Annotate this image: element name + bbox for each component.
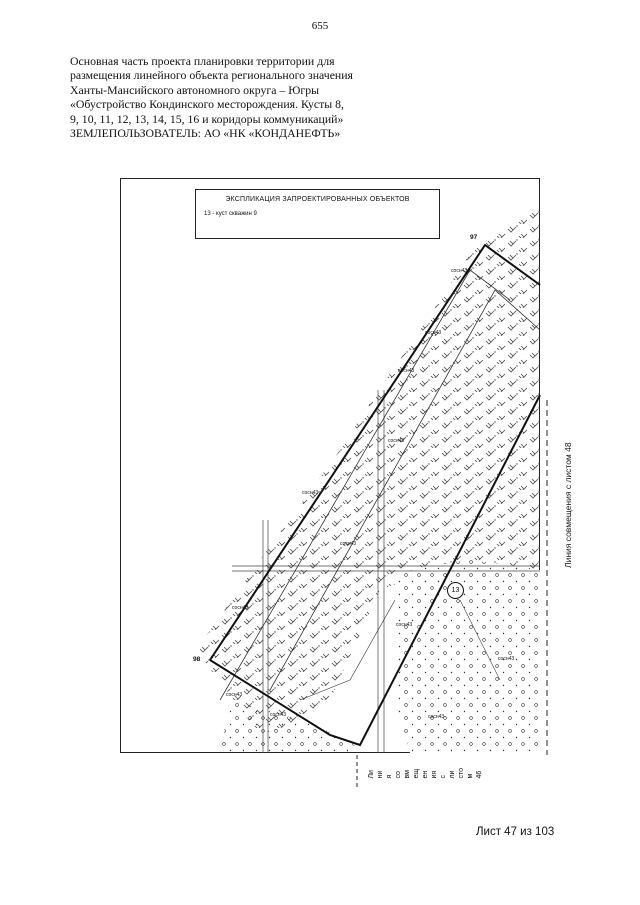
vegetation-label: сосн43 (340, 541, 357, 547)
header-line: Ханты-Мансийского автономного округа – Югры (70, 82, 320, 97)
match-line-fragment: ли (449, 770, 456, 779)
match-line-fragment: я (386, 774, 393, 779)
vegetation-label: сосн43 (396, 622, 413, 628)
match-line-fragment: ия (431, 770, 438, 779)
vegetation-label: сосн43 (270, 712, 287, 718)
page-number: 655 (311, 20, 329, 32)
legend-box (195, 189, 440, 239)
legend-item: 13 - куст скважин 9 (204, 211, 257, 217)
vegetation-label: сосн43 (388, 438, 405, 444)
match-line-fragment: Ли (368, 770, 375, 779)
header-line: размещения линейного объекта регионального значения (70, 68, 353, 83)
vegetation-label: сосн43 (498, 656, 515, 662)
match-line-right-label: Линия совмещения с листом 48 (563, 442, 573, 568)
match-line-fragment: сто (458, 768, 465, 779)
swamp-pattern (395, 560, 540, 753)
vegetation-label: сосн43 (398, 368, 415, 374)
match-line-fragment: 46 (476, 770, 483, 779)
match-line-fragment: ещ (413, 768, 420, 779)
boundary-point-label: 98 (193, 656, 201, 663)
vegetation-label: сосн43 (226, 692, 243, 698)
header-line: Основная часть проекта планировки территории для (70, 54, 335, 68)
match-line-fragment: м (467, 773, 474, 779)
match-line-fragment: ни (377, 770, 384, 779)
vegetation-label: сосн43 (302, 490, 319, 496)
vegetation-label: сосн43 (428, 714, 445, 720)
match-line-fragment: с (440, 775, 447, 779)
match-line-fragment: со (395, 771, 402, 779)
boundary-point-label: 97 (470, 234, 478, 241)
vegetation-label: сосн43 (232, 605, 249, 611)
header-line: «Обустройство Кондинского месторождения. Кусты 8, (70, 97, 344, 112)
header-line: ЗЕМЛЕПОЛЬЗОВАТЕЛЬ: АО «НК «КОНДАНЕФТЬ» (70, 126, 341, 141)
match-line-fragment: вм (404, 770, 411, 779)
legend-title: ЭКСПЛИКАЦИЯ ЗАПРОЕКТИРОВАННЫХ ОБЪЕКТОВ (225, 196, 410, 203)
sheet-number: Лист 47 из 103 (476, 826, 555, 838)
vegetation-label: сосн43 (451, 268, 468, 274)
well-pad-marker: 13 (447, 582, 464, 599)
match-line-fragment: ен (422, 770, 429, 779)
header-line: 9, 10, 11, 12, 13, 14, 15, 16 и коридоры коммуникаций» (70, 111, 344, 126)
match-line-bottom-label (368, 768, 483, 779)
vegetation-label: сосн43 (425, 330, 442, 336)
